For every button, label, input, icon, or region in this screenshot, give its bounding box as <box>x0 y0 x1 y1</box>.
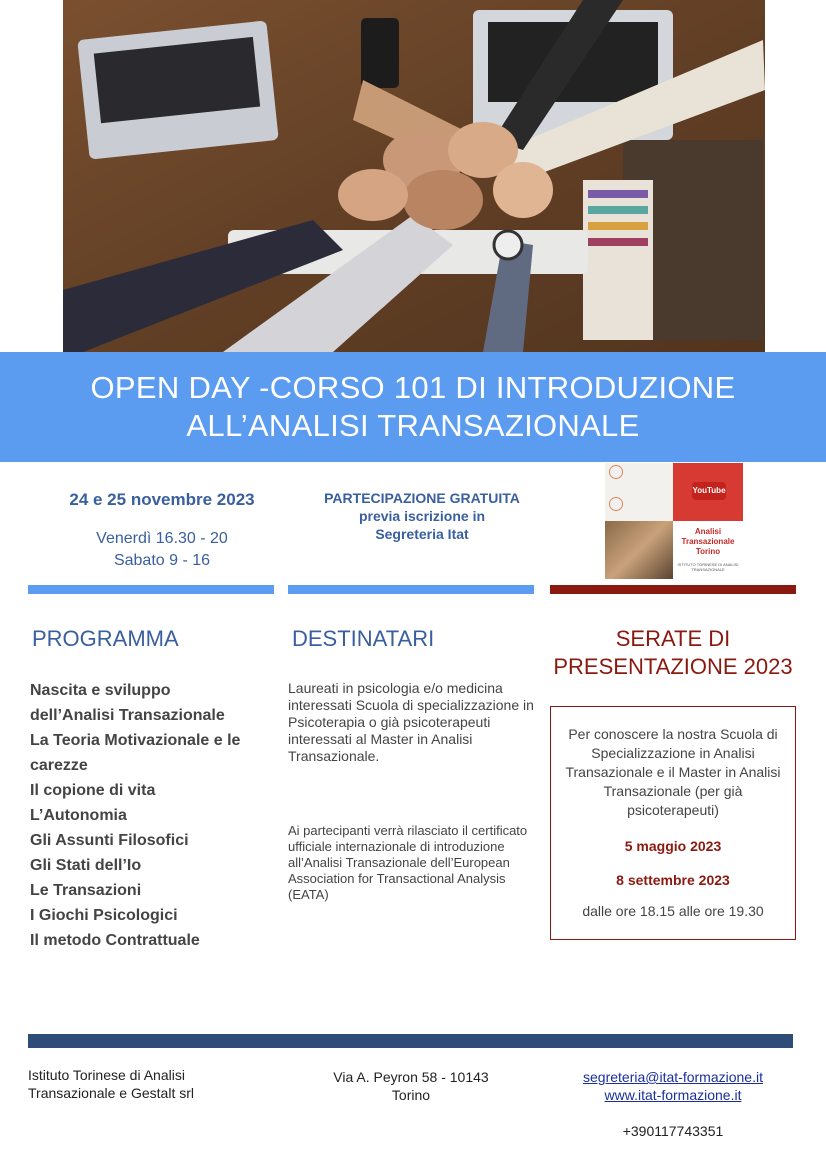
list-item: Gli Assunti Filosofici <box>30 832 189 849</box>
address-line-2: Torino <box>391 1087 431 1103</box>
destinatari-heading: DESTINATARI <box>292 626 435 651</box>
list-item: I Giochi Psicologici <box>30 907 178 924</box>
serate-date-1: 5 maggio 2023 <box>624 838 722 854</box>
circle-icon <box>609 497 623 511</box>
itat-logo <box>605 463 743 579</box>
footer-phone: +390117743351 <box>622 1123 724 1139</box>
serate-hours: dalle ore 18.15 alle ore 19.30 <box>582 903 764 919</box>
circle-icon <box>609 465 623 479</box>
destinatari-certificate-text: Ai partecipanti verrà rilasciato il certificato ufficiale internazionale di introduzione all’Analisi Transazionale dell’European Association for Transactional Analysis (EATA) <box>288 823 528 902</box>
serate-box <box>550 706 796 940</box>
list-item: Nascita e sviluppo <box>30 682 171 699</box>
programma-list <box>30 678 280 953</box>
event-dates <box>28 490 296 572</box>
programma-heading: PROGRAMMA <box>32 626 179 651</box>
list-item: Il copione di vita <box>30 782 156 799</box>
hero-photo <box>63 0 765 352</box>
list-item: carezze <box>30 757 88 774</box>
footer-organization <box>28 1066 268 1102</box>
youtube-icon: YouTube <box>692 482 726 500</box>
logo-letterhead <box>605 463 673 521</box>
logo-brand-panel <box>673 521 743 579</box>
footer-divider <box>28 1034 793 1048</box>
serate-heading-line-2: PRESENTAZIONE 2023 <box>553 654 793 679</box>
list-item: Il metodo Contrattuale <box>30 932 200 949</box>
list-item: Le Transazioni <box>30 882 142 899</box>
list-item: dell’Analisi Transazionale <box>30 707 225 724</box>
divider-bar-red <box>550 585 796 594</box>
participation-line-1: PARTECIPAZIONE GRATUITA <box>324 490 520 506</box>
destinatari-audience-text: Laureati in psicologia e/o medicina interessati Scuola di specializzazione in Psicoterapia o già psicoterapeuti interessati al Master in Analisi Transazionale. <box>288 680 534 764</box>
friday-hours: Venerdì 16.30 - 20 <box>96 530 228 547</box>
serate-intro: Per conoscere la nostra Scuola di Specializzazione in Analisi Transazionale e il Master in Analisi Transazionale (per già psicoterapeuti) <box>565 726 781 818</box>
participation-line-2: previa iscrizione in <box>358 508 486 524</box>
event-date-range: 24 e 25 novembre 2023 <box>69 490 255 509</box>
title-line-2: ALL’ANALISI TRANSAZIONALE <box>186 408 640 443</box>
title-line-1: OPEN DAY -CORSO 101 DI INTRODUZIONE <box>90 370 736 405</box>
divider-bar-blue-2 <box>288 585 534 594</box>
list-item: La Teoria Motivazionale e le <box>30 732 241 749</box>
list-item: Gli Stati dell’Io <box>30 857 142 874</box>
participation-info <box>288 489 556 543</box>
participation-line-3: Segreteria Itat <box>375 526 469 542</box>
logo-brand-line-2: Transazionale <box>681 537 735 546</box>
saturday-hours: Sabato 9 - 16 <box>113 552 211 569</box>
serate-heading-line-1: SERATE DI <box>615 626 731 651</box>
serate-date-2: 8 settembre 2023 <box>616 872 730 888</box>
logo-photo <box>605 521 673 579</box>
teamwork-fists-photo <box>63 0 765 352</box>
logo-brand-line-1: Analisi <box>694 527 722 536</box>
logo-brand-sub: ISTITUTO TORINESE DI ANALISI TRANSAZIONALE <box>677 562 739 572</box>
org-line-1: Istituto Torinese di Analisi <box>28 1067 185 1083</box>
website-link[interactable]: www.itat-formazione.it <box>604 1087 742 1103</box>
logo-brand-line-3: Torino <box>695 547 721 556</box>
serate-heading <box>550 625 796 681</box>
footer-address <box>300 1068 522 1104</box>
title-band <box>0 352 826 462</box>
org-line-2: Transazionale e Gestalt srl <box>28 1085 194 1101</box>
divider-bar-blue-1 <box>28 585 274 594</box>
footer-contacts <box>548 1068 798 1104</box>
address-line-1: Via A. Peyron 58 - 10143 <box>333 1069 489 1085</box>
email-link[interactable]: segreteria@itat-formazione.it <box>583 1069 763 1085</box>
list-item: L’Autonomia <box>30 807 127 824</box>
logo-youtube-panel <box>673 463 743 521</box>
